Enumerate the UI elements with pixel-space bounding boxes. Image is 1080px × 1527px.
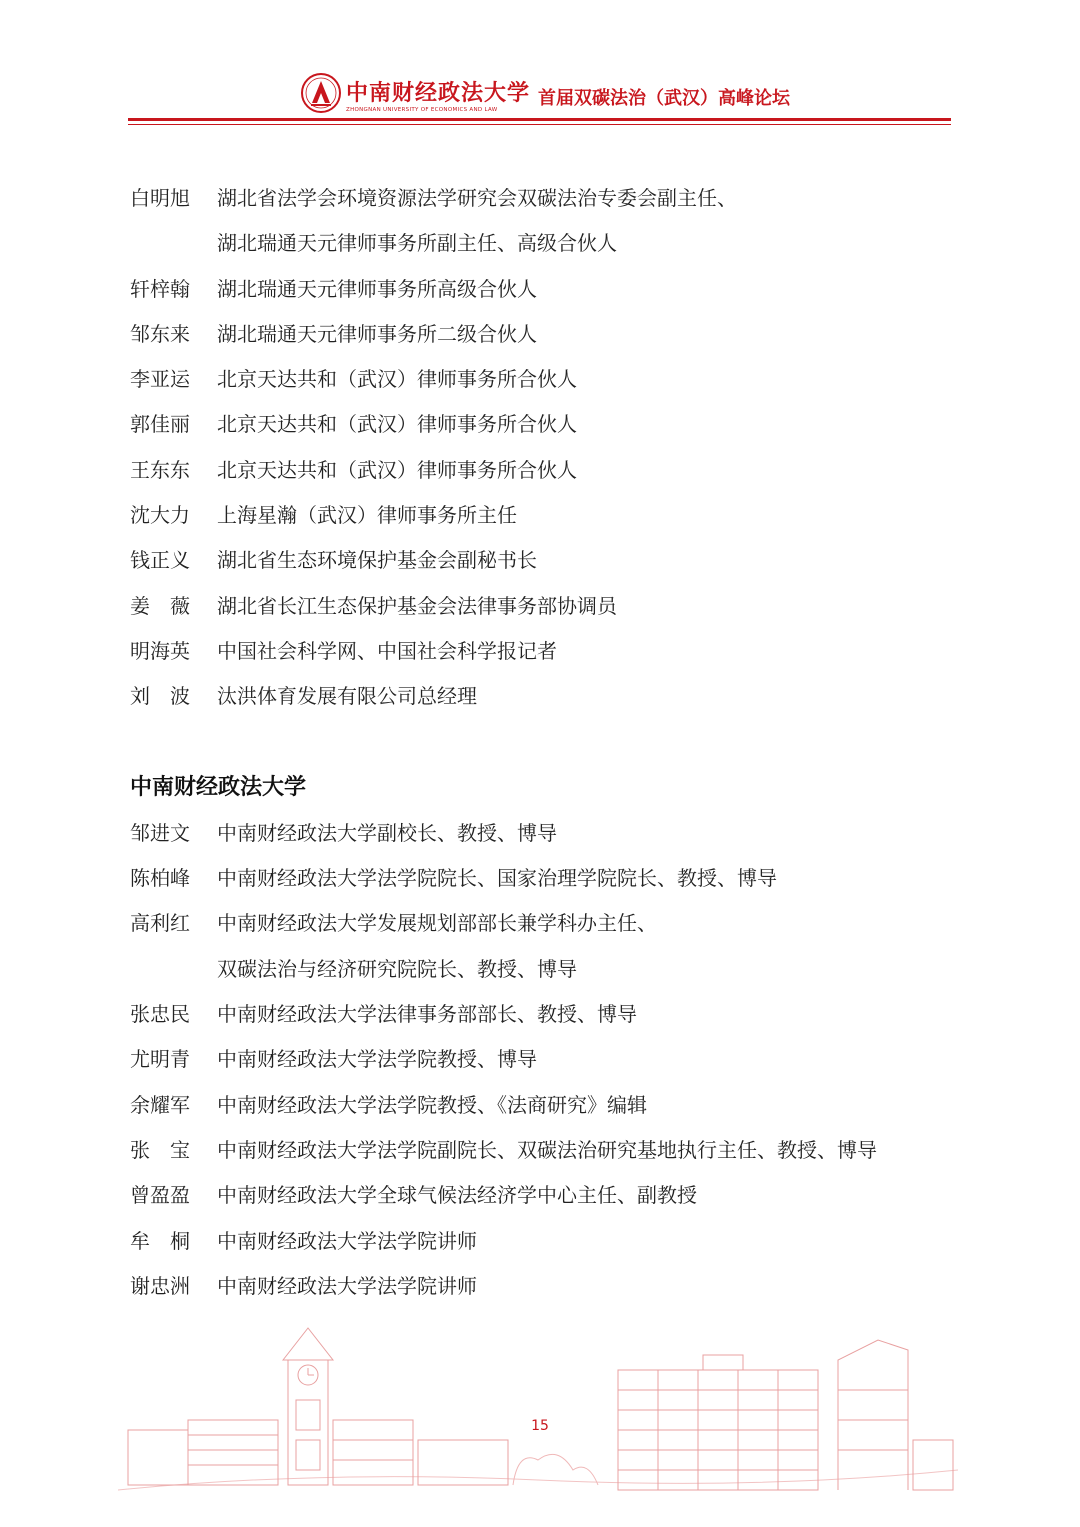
person-name: 余耀军 <box>130 1093 190 1117</box>
person-title: 中南财经政法大学法学院讲师 <box>217 1229 477 1253</box>
list-item <box>0 1226 1080 1256</box>
university-emblem-icon <box>300 72 342 114</box>
person-title: 汰洪体育发展有限公司总经理 <box>217 684 477 708</box>
person-name: 郭佳丽 <box>130 412 190 436</box>
person-title: 中南财经政法大学法学院院长、国家治理学院院长、教授、博导 <box>217 866 777 890</box>
list-item <box>0 319 1080 349</box>
person-title: 中南财经政法大学发展规划部部长兼学科办主任、 <box>217 911 657 935</box>
person-title: 中国社会科学网、中国社会科学报记者 <box>217 639 557 663</box>
person-name: 曾盈盈 <box>130 1183 190 1207</box>
list-item <box>0 409 1080 439</box>
list-item <box>0 591 1080 621</box>
person-name: 高利红 <box>130 911 190 935</box>
list-item-continuation <box>0 954 1080 984</box>
list-item <box>0 1271 1080 1301</box>
list-item <box>0 274 1080 304</box>
person-name: 牟桐 <box>130 1229 210 1253</box>
person-name: 姜薇 <box>130 594 210 618</box>
person-name: 张忠民 <box>130 1002 190 1026</box>
person-title: 湖北省长江生态保护基金会法律事务部协调员 <box>217 594 617 618</box>
person-title: 中南财经政法大学副校长、教授、博导 <box>217 821 557 845</box>
forum-title: 首届双碳法治（武汉）高峰论坛 <box>538 88 790 109</box>
person-name: 陈柏峰 <box>130 866 190 890</box>
person-title: 湖北省法学会环境资源法学研究会双碳法治专委会副主任、 <box>217 186 737 210</box>
list-item <box>0 1135 1080 1165</box>
university-name-cn: 中南财经政法大学 <box>346 80 531 106</box>
person-name: 钱正义 <box>130 548 190 572</box>
person-title: 北京天达共和（武汉）律师事务所合伙人 <box>217 458 577 482</box>
person-name: 轩梓翰 <box>130 277 190 301</box>
person-name: 邹进文 <box>130 821 190 845</box>
university-name-en: ZHONGNAN UNIVERSITY OF ECONOMICS AND LAW <box>346 107 498 113</box>
list-item-continuation <box>0 228 1080 258</box>
header-rule <box>128 118 951 121</box>
section-heading: 中南财经政法大学 <box>130 774 307 800</box>
list-item <box>0 1180 1080 1210</box>
list-item <box>0 455 1080 485</box>
list-item <box>0 636 1080 666</box>
person-name: 尤明青 <box>130 1047 190 1071</box>
list-item <box>0 545 1080 575</box>
person-title: 湖北瑞通天元律师事务所高级合伙人 <box>217 277 537 301</box>
person-title: 中南财经政法大学法学院副院长、双碳法治研究基地执行主任、教授、博导 <box>217 1138 877 1162</box>
page-header <box>0 0 1080 130</box>
list-item <box>0 863 1080 893</box>
campus-buildings-illustration <box>118 1320 958 1510</box>
list-item <box>0 681 1080 711</box>
person-name: 王东东 <box>130 458 190 482</box>
person-name: 明海英 <box>130 639 190 663</box>
list-item <box>0 999 1080 1029</box>
person-name: 邹东来 <box>130 322 190 346</box>
person-name: 张宝 <box>130 1138 210 1162</box>
person-name: 沈大力 <box>130 503 190 527</box>
university-logo <box>300 72 531 122</box>
person-name: 刘波 <box>130 684 210 708</box>
person-title: 北京天达共和（武汉）律师事务所合伙人 <box>217 367 577 391</box>
person-title: 北京天达共和（武汉）律师事务所合伙人 <box>217 412 577 436</box>
person-title: 中南财经政法大学法学院教授、博导 <box>217 1047 537 1071</box>
person-title: 上海星瀚（武汉）律师事务所主任 <box>217 503 517 527</box>
page-number: 15 <box>531 1418 549 1434</box>
header-rule-thin <box>128 124 951 125</box>
person-title: 中南财经政法大学全球气候法经济学中心主任、副教授 <box>217 1183 697 1207</box>
list-item <box>0 818 1080 848</box>
list-item <box>0 1044 1080 1074</box>
person-title: 中南财经政法大学法学院教授、《法商研究》编辑 <box>217 1093 647 1117</box>
list-item <box>0 1090 1080 1120</box>
person-title-line2: 湖北瑞通天元律师事务所副主任、高级合伙人 <box>217 231 617 255</box>
person-name: 白明旭 <box>130 186 190 210</box>
person-title-line2: 双碳法治与经济研究院院长、教授、博导 <box>217 957 577 981</box>
list-item <box>0 183 1080 213</box>
person-title: 湖北瑞通天元律师事务所二级合伙人 <box>217 322 537 346</box>
person-title: 中南财经政法大学法律事务部部长、教授、博导 <box>217 1002 637 1026</box>
list-item <box>0 908 1080 938</box>
list-item <box>0 500 1080 530</box>
person-title: 中南财经政法大学法学院讲师 <box>217 1274 477 1298</box>
person-title: 湖北省生态环境保护基金会副秘书长 <box>217 548 537 572</box>
person-name: 谢忠洲 <box>130 1274 190 1298</box>
person-name: 李亚运 <box>130 367 190 391</box>
list-item <box>0 364 1080 394</box>
